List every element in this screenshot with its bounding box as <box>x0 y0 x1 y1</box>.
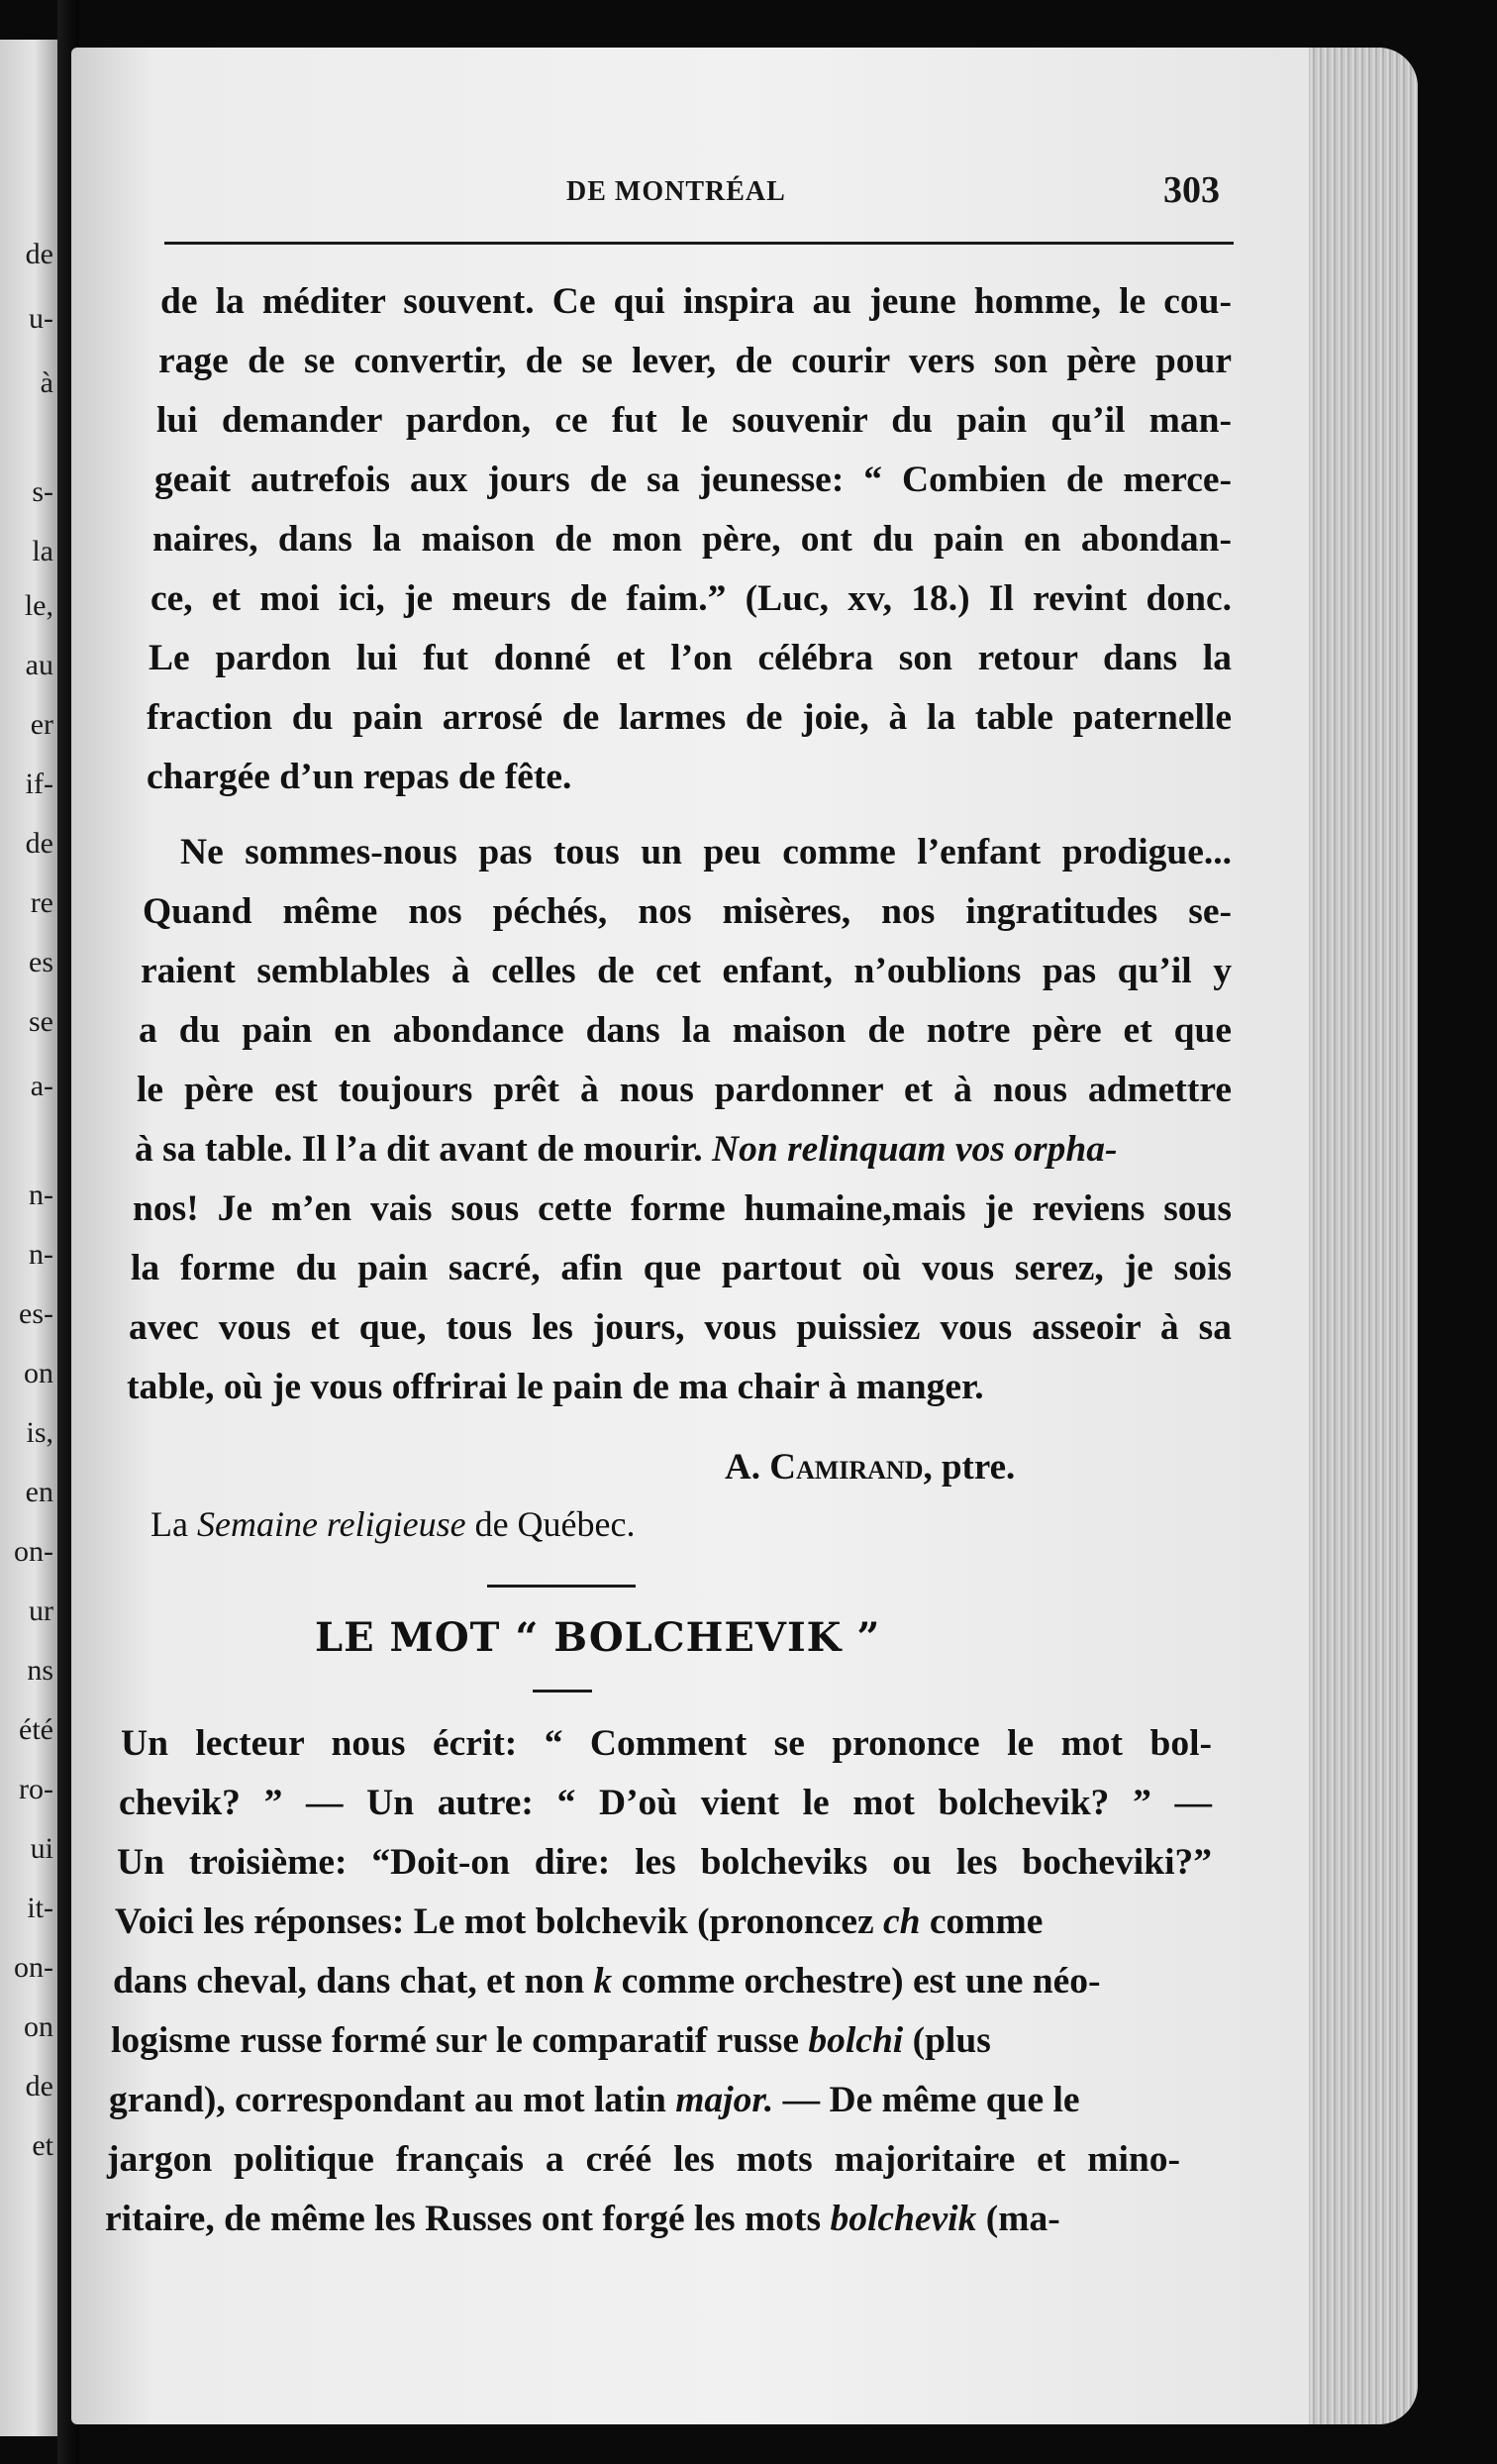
facing-page-text-fragment: if- <box>25 768 53 800</box>
facing-page-text-fragment: a- <box>30 1070 53 1102</box>
facing-page-text-fragment: n- <box>29 1179 53 1211</box>
facing-page-text-fragment: ns <box>27 1654 53 1687</box>
facing-page-text-fragment: s- <box>32 475 53 508</box>
facing-page-text-fragment: u- <box>29 302 53 335</box>
facing-page-text-fragment: on <box>24 2010 53 2043</box>
text-segment: grand), correspondant au mot latin <box>109 2080 666 2120</box>
facing-page-text-fragment: ui <box>30 1832 53 1865</box>
text-line: Un troisième: “Doit-on dire: les bolcheviks ou les bocheviki?” <box>117 1842 1212 1883</box>
running-head: DE MONTRÉAL <box>566 176 786 207</box>
facing-page-fragment <box>0 40 57 2436</box>
facing-page-text-fragment: à <box>40 366 53 399</box>
text-line <box>113 1957 1101 2006</box>
section-title: LE MOT “ BOLCHEVIK ” <box>315 1614 881 1661</box>
text-line: lui demander pardon, ce fut le souvenir du pain qu’il man- <box>156 400 1232 441</box>
text-line <box>109 2076 1080 2125</box>
facing-page-text-fragment: de <box>25 2070 53 2103</box>
italic-word: major. <box>675 2080 774 2120</box>
italic-word: ch <box>883 1901 921 1942</box>
text-line: fraction du pain arrosé de larmes de joie, à la table paternelle <box>147 697 1232 738</box>
text-segment: ritaire, de même les Russes ont forgé les mots <box>105 2199 822 2239</box>
facing-page-text-fragment: es- <box>19 1297 53 1330</box>
text-line: chargée d’un repas de fête. <box>147 757 572 797</box>
facing-page-text-fragment: is, <box>26 1416 53 1449</box>
article-source <box>150 1503 635 1545</box>
article-signature <box>725 1446 1015 1489</box>
text-line: Le pardon lui fut donné et l’on célébra son retour dans la <box>149 638 1232 678</box>
text-line <box>135 1125 1117 1175</box>
facing-page-text-fragment: on- <box>14 1951 53 1984</box>
text-segment: — De même que le <box>782 2080 1080 2120</box>
facing-page-text-fragment: au <box>25 649 53 681</box>
facing-page-text-fragment: été <box>19 1713 53 1746</box>
text-line <box>111 2016 991 2066</box>
text-line: Ne sommes-nous pas tous un peu comme l’enfant prodigue... <box>180 832 1232 873</box>
text-line: rage de se convertir, de se lever, de courir vers son père pour <box>158 341 1232 381</box>
text-line: table, où je vous offrirai le pain de ma chair à manger. <box>127 1367 984 1407</box>
title-underline <box>533 1690 592 1693</box>
text-line: Un lecteur nous écrit: “ Comment se prononce le mot bol- <box>121 1723 1212 1764</box>
italic-word: k <box>593 1961 613 2002</box>
text-line: raient semblables à celles de cet enfant, n’oublions pas qu’il y <box>141 951 1232 991</box>
text-line: chevik? ” — Un autre: “ D’où vient le mot bolchevik? ” — <box>119 1783 1212 1823</box>
facing-page-text-fragment: on- <box>14 1535 53 1568</box>
facing-page-text-fragment: en <box>25 1476 53 1508</box>
text-line: Quand même nos péchés, nos misères, nos ingratitudes se- <box>143 891 1232 932</box>
italic-latin-phrase: Non relinquam vos orpha- <box>712 1129 1118 1170</box>
italic-word: bolchevik <box>830 2199 977 2239</box>
facing-page-text-fragment: ro- <box>19 1773 53 1805</box>
facing-page-text-fragment: ur <box>29 1594 53 1627</box>
facing-page-text-fragment: es <box>29 946 53 978</box>
text-line: de la méditer souvent. Ce qui inspira au jeune homme, le cou- <box>160 281 1232 322</box>
signature-title: ptre. <box>941 1447 1016 1488</box>
text-line: naires, dans la maison de mon père, ont du pain en abondan- <box>152 519 1232 560</box>
facing-page-text-fragment: de <box>25 827 53 860</box>
text-segment: comme orchestre) est une néo- <box>621 1961 1101 2002</box>
text-line <box>105 2195 1060 2244</box>
facing-page-text-fragment: n- <box>29 1238 53 1271</box>
page-number: 303 <box>1163 169 1220 211</box>
signature-name: A. Camirand, <box>725 1447 933 1488</box>
text-segment: comme <box>929 1901 1044 1942</box>
text-line: le père est toujours prêt à nous pardonner et à nous admettre <box>137 1070 1232 1110</box>
text-segment: Voici les réponses: Le mot bolchevik (prononcez <box>115 1901 874 1942</box>
text-segment: dans cheval, dans chat, et non <box>113 1961 585 2002</box>
facing-page-text-fragment: se <box>29 1005 53 1038</box>
source-prefix: La <box>150 1504 188 1544</box>
facing-page-text-fragment: it- <box>27 1892 53 1924</box>
facing-page-text-fragment: de <box>25 238 53 270</box>
facing-page-text-fragment: la <box>32 535 53 567</box>
facing-page-text-fragment: er <box>30 708 53 741</box>
text-line <box>115 1898 1043 1947</box>
text-line: geait autrefois aux jours de sa jeunesse: “ Combien de merce- <box>154 460 1232 500</box>
text-line: ce, et moi ici, je meurs de faim.” (Luc, xv, 18.) Il revint donc. <box>150 578 1232 619</box>
text-line: a du pain en abondance dans la maison de notre père et que <box>139 1010 1232 1051</box>
source-suffix: de Québec. <box>474 1504 636 1544</box>
section-separator <box>487 1585 636 1588</box>
text-segment: logisme russe formé sur le comparatif russe <box>111 2020 799 2061</box>
text-segment: (plus <box>912 2020 991 2061</box>
facing-page-text-fragment: re <box>30 886 53 919</box>
text-line: la forme du pain sacré, afin que partout où vous serez, je sois <box>131 1248 1232 1288</box>
text-segment: (ma- <box>985 2199 1060 2239</box>
text-line: avec vous et que, tous les jours, vous puissiez vous asseoir à sa <box>129 1307 1232 1348</box>
italic-word: bolchi <box>808 2020 904 2061</box>
book-page <box>71 48 1418 2424</box>
source-title: Semaine religieuse <box>196 1504 466 1544</box>
facing-page-text-fragment: on <box>24 1357 53 1389</box>
article-text <box>71 48 1418 2424</box>
facing-page-text-fragment: et <box>32 2129 53 2162</box>
text-line: jargon politique français a créé les mots majoritaire et mino- <box>107 2139 1180 2180</box>
text-segment: à sa table. Il l’a dit avant de mourir. <box>135 1129 703 1170</box>
text-line: nos! Je m’en vais sous cette forme humaine,mais je reviens sous <box>133 1188 1232 1229</box>
facing-page-text-fragment: le, <box>24 589 53 622</box>
